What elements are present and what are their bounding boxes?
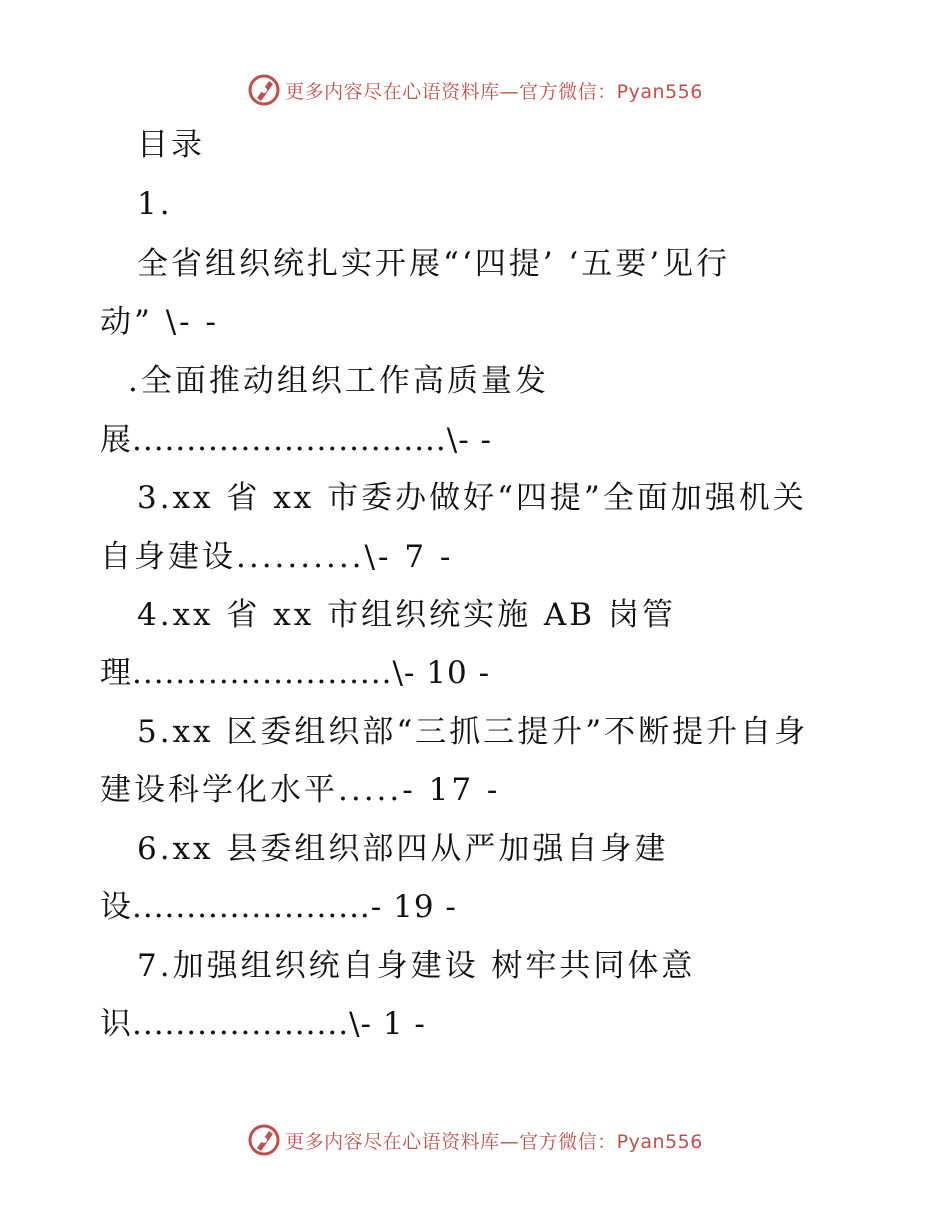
toc-line: 6.xx 县委组织部四从严加强自身建 xyxy=(137,831,669,867)
toc-line: 设......................- 19 - xyxy=(100,889,457,925)
watermark-text: 更多内容尽在心语资料库—官方微信：Pyan556 xyxy=(285,80,703,103)
pen-logo-icon xyxy=(247,1123,281,1157)
pen-logo-icon xyxy=(247,73,281,107)
toc-line: .全面推动组织工作高质量发 xyxy=(128,363,549,399)
toc-line: 5.xx 区委组织部“三抓三提升”不断提升自身 xyxy=(137,714,809,750)
toc-line: 1. xyxy=(137,186,173,222)
toc-line: 7.加强组织统自身建设 树牢共同体意 xyxy=(137,948,696,984)
toc-line: 自身建设..........\- 7 - xyxy=(100,539,454,575)
toc-line: 全省组织统扎实开展“‘四提’ ‘五要’见行 xyxy=(137,246,731,282)
toc-line: 理........................\- 10 - xyxy=(100,655,491,691)
toc-line: 4.xx 省 xx 市组织统实施 AB 岗管 xyxy=(137,597,676,633)
watermark-banner-top xyxy=(0,70,950,110)
toc-line: 识....................\- 1 - xyxy=(100,1006,426,1042)
watermark-banner-bottom xyxy=(0,1120,950,1160)
toc-line: 动” \- - xyxy=(100,304,219,340)
toc-title: 目录 xyxy=(137,127,205,163)
toc-line: 建设科学化水平.....- 17 - xyxy=(100,772,501,808)
watermark-text: 更多内容尽在心语资料库—官方微信：Pyan556 xyxy=(285,1130,703,1153)
toc-line: 展.............................\- - xyxy=(100,422,493,458)
toc-line: 3.xx 省 xx 市委办做好“四提”全面加强机关 xyxy=(137,480,807,516)
